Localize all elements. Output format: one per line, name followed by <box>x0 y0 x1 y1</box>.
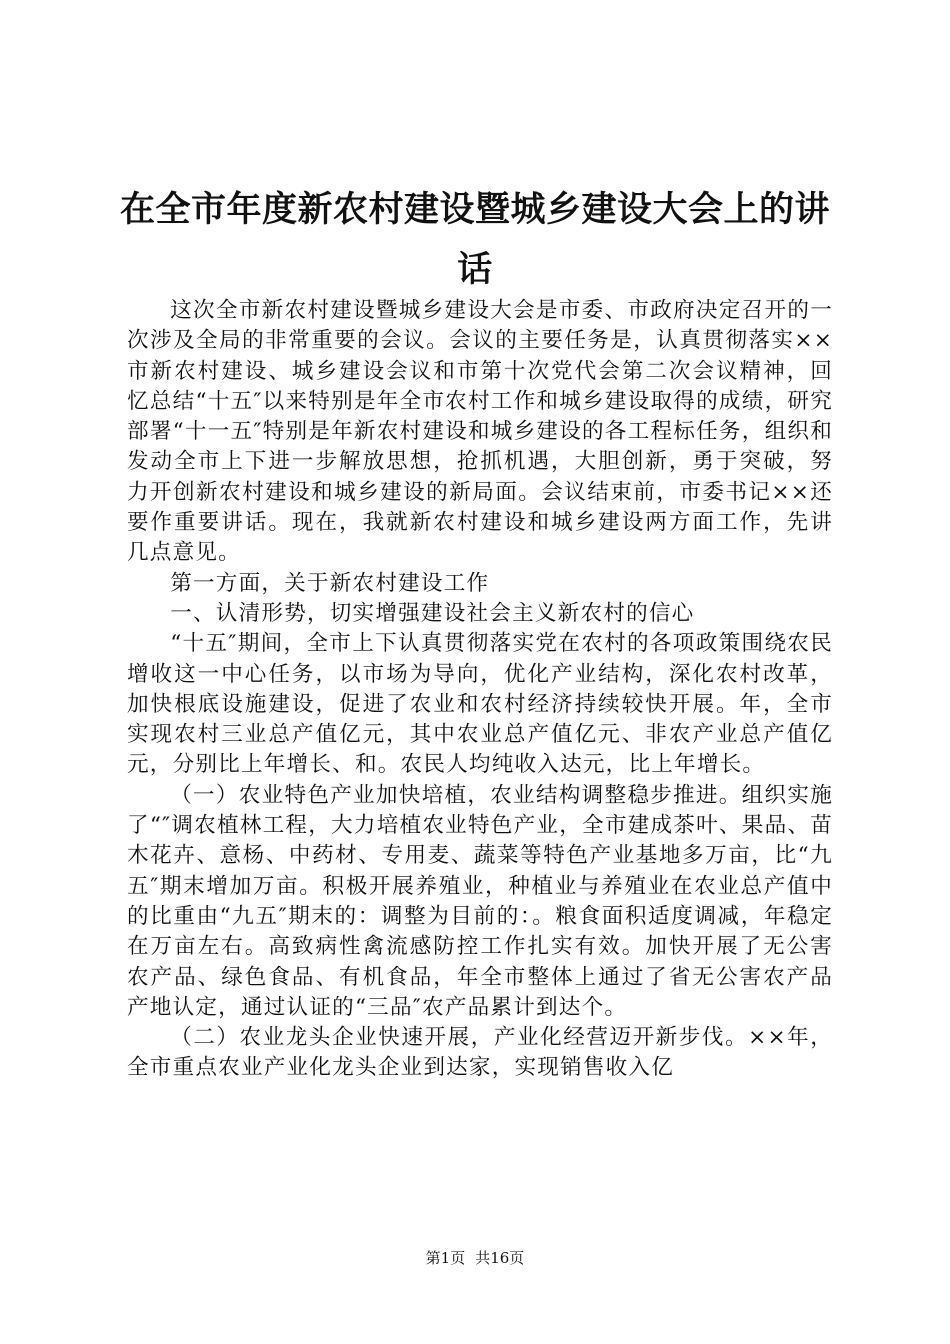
page-footer <box>0 1248 950 1268</box>
page-total: 共16页 <box>475 1249 525 1267</box>
paragraph-review: “十五″期间，全市上下认真贯彻落实党在农村的各项政策围绕农民增收这一中心任务，以市场为导向，优化产业结构，深化农村改革，加快根底设施建设，促进了农业和农村经济持续较快开展。年，全市实现农村三业总产值亿元，其中农业总产值亿元、非农产业总产值亿元，分别比上年增长、和。农民人均纯收入达元，比上年增长。 <box>127 631 833 778</box>
paragraph-subheading: 一、认清形势，切实增强建设社会主义新农村的信心 <box>170 600 695 626</box>
paragraph-item-two: （二）农业龙头企业快速开展，产业化经营迈开新步伐。××年，全市重点农业产业化龙头企业到达家，实现销售收入亿 <box>127 1025 833 1081</box>
document-title: 在全市年度新农村建设暨城乡建设大会上的讲话 <box>119 190 830 290</box>
page-number: 第1页 <box>425 1249 466 1267</box>
paragraph-item-one: （一）农业特色产业加快培植，农业结构调整稳步推进。组织实施了“″调农植林工程，大力培植农业特色产业，全市建成茶叶、果品、苗木花卉、意杨、中药材、专用麦、蔬菜等特色产业基地多万亩，比“九五″期末增加万亩。积极开展养殖业，种植业与养殖业在农业总产值中的比重由“九五″期末的：调整为目前的：。粮食面积适度调减，年稳定在万亩左右。高致病性禽流感防控工作扎实有效。加快开展了无公害农产品、绿色食品、有机食品，年全市整体上通过了省无公害农产品产地认定，通过认证的“三品″农产品累计到达个。 <box>127 782 833 1020</box>
document-body <box>127 296 833 1084</box>
paragraph-section-heading: 第一方面，关于新农村建设工作 <box>170 570 490 596</box>
paragraph-intro: 这次全市新农村建设暨城乡建设大会是市委、市政府决定召开的一次涉及全局的非常重要的会议。会议的主要任务是，认真贯彻落实××市新农村建设、城乡建设会议和市第十次党代会第二次会议精神，回忆总结“十五″以来特别是年全市农村工作和城乡建设取得的成绩，研究部署“十一五″特别是年新农村建设和城乡建设的各工程标任务，组织和发动全市上下进一步解放思想，抢抓机遇，大胆创新，勇于突破，努力开创新农村建设和城乡建设的新局面。会议结束前，市委书记××还要作重要讲话。现在，我就新农村建设和城乡建设两方面工作，先讲几点意见。 <box>127 298 833 566</box>
